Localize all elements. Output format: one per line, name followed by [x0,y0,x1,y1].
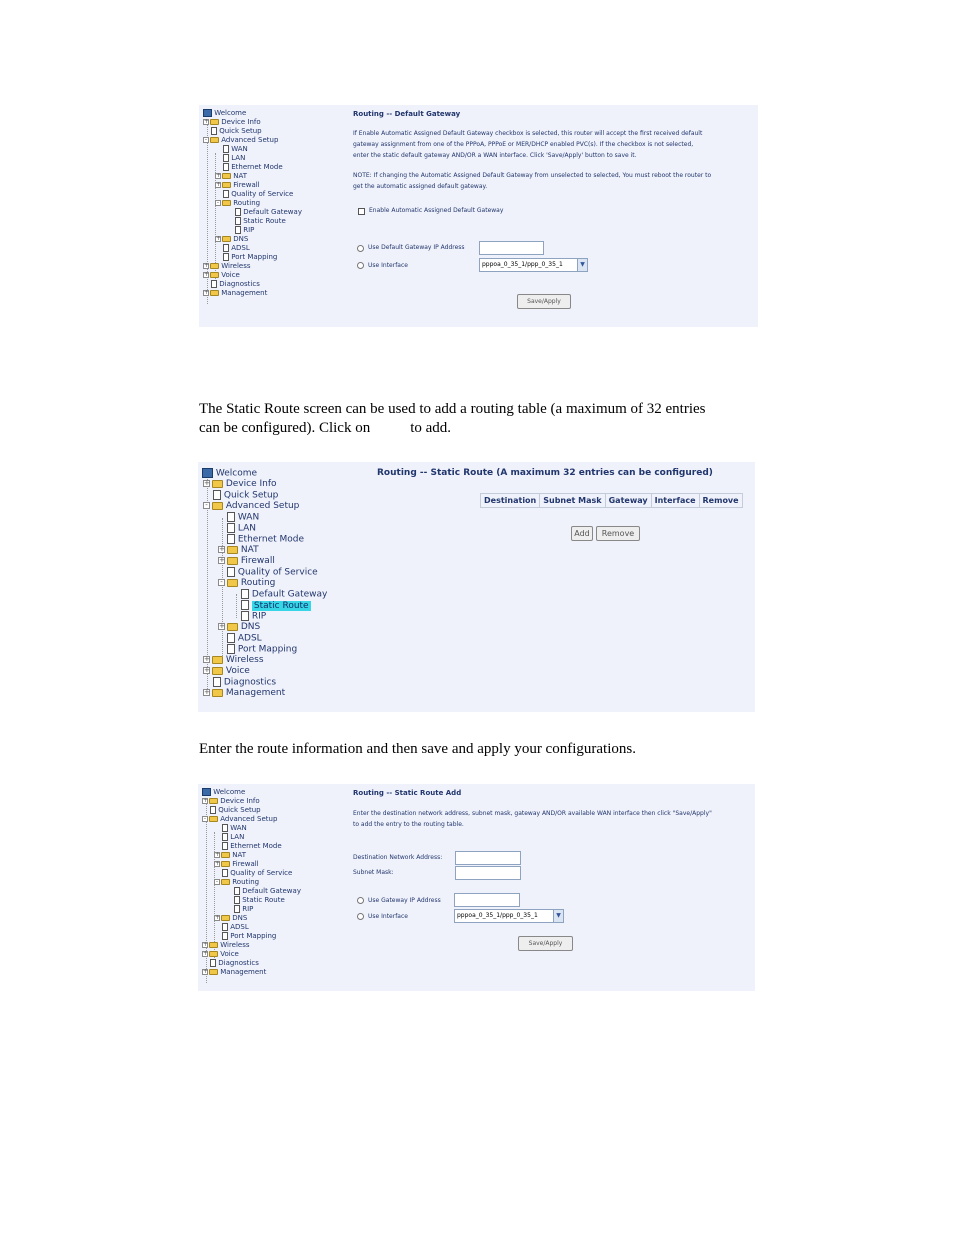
tree-static-route[interactable]: Static Route [235,217,286,226]
page-icon [235,208,241,216]
note-line: get the automatic assigned default gateway. [353,183,488,190]
interface-select[interactable]: pppoa_0_35_1/ppp_0_35_1 ▼ [454,909,564,923]
add-button[interactable]: Add [571,526,593,541]
page-icon [222,842,228,850]
tree-device-info[interactable]: + Device Info [204,118,261,126]
expand-plus-icon: + [219,556,225,564]
screenshot-static-route [198,462,755,712]
expand-plus-icon: + [204,289,210,296]
tree-nat[interactable]: + NAT [215,851,246,859]
tree-management[interactable]: + Management [203,968,267,976]
folder-icon [227,623,238,631]
tree-device-info[interactable]: + Device Info [203,797,260,805]
folder-icon [210,272,219,278]
gateway-ip-input[interactable] [479,241,544,255]
gateway-ip-label: Use Default Gateway IP Address [368,244,465,251]
tree-adsl[interactable]: ADSL [223,244,250,253]
expand-plus-icon: + [219,545,225,553]
page-icon [210,806,216,814]
folder-icon [212,480,223,488]
gateway-ip-radio[interactable] [357,245,364,252]
tree-welcome[interactable]: Welcome [203,109,246,118]
folder-open-icon [221,879,230,885]
tree-static-route[interactable]: Static Route [234,896,285,905]
subnet-mask-input[interactable] [455,866,521,880]
page-icon [213,677,221,687]
page-icon [234,905,240,913]
tree-advanced-setup[interactable]: - Advanced Setup [203,501,299,512]
folder-icon [222,173,231,179]
screenshot-default-gateway [199,105,758,327]
expand-plus-icon: + [203,941,209,948]
tree-diagnostics[interactable]: Diagnostics [211,280,260,289]
tree-voice[interactable]: + Voice [204,666,250,676]
tree-quick-setup[interactable]: Quick Setup [210,806,261,815]
static-route-table [480,493,743,508]
page-icon [211,127,217,135]
tree-rip[interactable]: RIP [241,611,266,623]
folder-open-icon [227,579,238,587]
tree-port-mapping[interactable]: Port Mapping [227,644,297,656]
folder-icon [209,969,218,975]
description-line: to add the entry to the routing table. [353,821,464,828]
folder-icon [227,557,238,565]
tree-welcome[interactable]: Welcome [202,788,245,797]
save-apply-button[interactable]: Save/Apply [517,294,571,309]
tree-welcome[interactable]: Welcome [202,468,257,480]
tree-advanced-setup[interactable]: - Advanced Setup [204,136,279,144]
folder-open-icon [210,137,219,143]
folder-icon [221,861,230,867]
page-icon [223,190,229,198]
tree-voice[interactable]: + Voice [204,271,240,279]
folder-icon [221,852,230,858]
tree-default-gateway[interactable]: Default Gateway [241,589,327,601]
tree-wan[interactable]: WAN [227,512,259,524]
tree-management[interactable]: + Management [204,289,268,297]
tree-lan[interactable]: LAN [222,833,244,842]
folder-icon [210,119,219,125]
expand-plus-icon: + [203,797,209,804]
note-line: NOTE: If changing the Automatic Assigned Default Gateway from unselected to selected, You must reboot the router to [353,172,712,179]
gateway-ip-input[interactable] [454,893,520,907]
save-apply-button[interactable]: Save/Apply [518,936,573,951]
expand-plus-icon: + [215,851,221,858]
tree-rip[interactable]: RIP [235,226,254,235]
collapse-minus-icon: - [216,199,220,206]
tree-wan[interactable]: WAN [223,145,248,154]
tree-adsl[interactable]: ADSL [227,633,262,645]
tree-firewall[interactable]: + Firewall [215,860,259,868]
folder-open-icon [209,816,218,822]
expand-plus-icon: + [215,914,221,921]
folder-icon [212,656,223,664]
paragraph-fragment: to add. [410,420,452,436]
tree-ethernet-mode[interactable]: Ethernet Mode [223,163,283,172]
tree-management[interactable]: + Management [204,688,286,698]
tree-default-gateway[interactable]: Default Gateway [234,887,301,896]
page-title: Routing -- Static Route (A maximum 32 entries can be configured) [377,468,713,478]
tree-static-route[interactable] [241,600,311,612]
collapse-minus-icon: - [215,878,219,885]
folder-icon [210,290,219,296]
expand-plus-icon: + [204,118,210,125]
computer-icon [202,468,213,478]
page-icon [211,280,217,288]
gateway-ip-label: Use Gateway IP Address [368,897,441,904]
page-icon [241,600,249,610]
column-header-destination: Destination [481,494,540,508]
tree-firewall[interactable]: + Firewall [219,556,275,566]
tree-routing[interactable]: - Routing [215,878,260,886]
tree-lan[interactable]: LAN [227,523,256,535]
auto-gateway-label: Enable Automatic Assigned Default Gateway [369,207,504,214]
expand-plus-icon: + [216,172,222,179]
tree-port-mapping[interactable]: Port Mapping [222,932,276,941]
folder-icon [209,951,218,957]
page-icon [222,833,228,841]
page-icon [223,244,229,252]
column-header-subnet-mask: Subnet Mask [540,494,605,508]
page-title: Routing -- Static Route Add [353,789,462,797]
tree-routing[interactable]: - Routing [216,199,261,207]
folder-icon [210,263,219,269]
expand-plus-icon: + [204,688,210,696]
tree-ethernet-mode[interactable]: Ethernet Mode [222,842,282,851]
page-icon [235,217,241,225]
screenshot-static-route-add [198,784,755,991]
tree-wireless[interactable]: + Wireless [204,655,264,665]
tree-dns[interactable]: + DNS [219,622,261,632]
description-line: gateway assignment from one of the PPPoA, PPPoE or MER/DHCP enabled PVC(s). If the checkbox is not selected, [353,141,694,148]
selected-item-highlight: Static Route [253,600,309,611]
tree-qos[interactable]: Quality of Service [222,869,292,878]
tree-diagnostics[interactable]: Diagnostics [213,677,276,689]
paragraph-line: The Static Route screen can be used to add a routing table (a maximum of 32 entries [199,401,706,417]
page-title: Routing -- Default Gateway [353,110,461,118]
expand-plus-icon: + [204,479,210,487]
collapse-minus-icon: - [203,502,210,509]
page-icon [227,523,235,533]
column-header-interface: Interface [651,494,699,508]
description-line: enter the static default gateway AND/OR a WAN interface. Click 'Save/Apply' button to save it. [353,152,637,159]
expand-plus-icon: + [219,622,225,630]
tree-adsl[interactable]: ADSL [222,923,249,932]
page-icon [234,887,240,895]
auto-gateway-checkbox[interactable] [358,208,365,215]
page-icon [227,512,235,522]
page-icon [227,644,235,654]
folder-icon [209,798,218,804]
page-icon [241,611,249,621]
paragraph-line [199,419,759,438]
body-paragraph-route-info: Enter the route information and then save and apply your configurations. [199,741,636,757]
page-icon [223,154,229,162]
column-header-gateway: Gateway [605,494,651,508]
page-icon [223,253,229,261]
expand-plus-icon: + [204,271,210,278]
page-icon [241,589,249,599]
tree-dns[interactable]: + DNS [216,235,249,243]
tree-wan[interactable]: WAN [222,824,247,833]
interface-radio[interactable] [357,913,364,920]
tree-quick-setup[interactable]: Quick Setup [213,490,278,502]
folder-icon [222,182,231,188]
expand-plus-icon: + [203,950,209,957]
folder-icon [209,942,218,948]
description-line: If Enable Automatic Assigned Default Gateway checkbox is selected, this router will accept the first received default [353,130,703,137]
interface-radio[interactable] [357,262,364,269]
subnet-mask-label: Subnet Mask: [353,869,394,876]
paragraph-fragment: can be configured). Click on [199,420,371,436]
page-icon [222,869,228,877]
tree-firewall[interactable]: + Firewall [216,181,260,189]
tree-dns[interactable]: + DNS [215,914,248,922]
tree-voice[interactable]: + Voice [203,950,239,958]
tree-port-mapping[interactable]: Port Mapping [223,253,277,262]
tree-qos[interactable]: Quality of Service [227,567,318,579]
folder-icon [212,667,223,675]
tree-device-info[interactable]: + Device Info [204,479,277,489]
tree-qos[interactable]: Quality of Service [223,190,293,199]
page-icon [210,959,216,967]
tree-diagnostics[interactable]: Diagnostics [210,959,259,968]
page-icon [227,633,235,643]
interface-select[interactable]: pppoa_0_35_1/ppp_0_35_1 ▼ [479,258,588,272]
collapse-minus-icon: - [203,815,207,822]
page-icon [213,490,221,500]
column-header-remove: Remove [699,494,742,508]
tree-rip[interactable]: RIP [234,905,253,914]
expand-plus-icon: + [216,235,222,242]
computer-icon [203,109,212,117]
tree-quick-setup[interactable]: Quick Setup [211,127,262,136]
interface-label: Use Interface [368,913,408,920]
expand-plus-icon: + [216,181,222,188]
expand-plus-icon: + [204,262,210,269]
page-icon [222,932,228,940]
dest-network-label: Destination Network Address: [353,854,443,861]
page-icon [222,923,228,931]
expand-plus-icon: + [204,655,210,663]
page-icon [223,163,229,171]
folder-open-icon [212,502,223,510]
computer-icon [202,788,211,796]
page-icon [227,567,235,577]
collapse-minus-icon: - [204,136,208,143]
tree-routing[interactable]: - Routing [218,578,275,589]
chevron-down-icon: ▼ [553,910,563,922]
gateway-ip-radio[interactable] [357,897,364,904]
page-icon [222,824,228,832]
description-line: Enter the destination network address, subnet mask, gateway AND/OR available WAN interface then click "Save/Apply" [353,810,712,817]
page-icon [235,226,241,234]
tree-nat[interactable]: + NAT [219,545,259,555]
tree-nat[interactable]: + NAT [216,172,247,180]
interface-label: Use Interface [368,262,408,269]
chevron-down-icon: ▼ [577,259,587,271]
tree-default-gateway[interactable]: Default Gateway [235,208,302,217]
folder-icon [222,236,231,242]
page-icon [234,896,240,904]
expand-plus-icon: + [215,860,221,867]
folder-open-icon [222,200,231,206]
table-header-row [481,494,743,508]
folder-icon [212,689,223,697]
expand-plus-icon: + [204,666,210,674]
tree-wireless[interactable]: + Wireless [204,262,251,270]
page-icon [223,145,229,153]
tree-lan[interactable]: LAN [223,154,245,163]
remove-button[interactable]: Remove [596,526,640,541]
folder-icon [221,915,230,921]
dest-network-input[interactable] [455,851,521,865]
expand-plus-icon: + [203,968,209,975]
page-icon [227,534,235,544]
tree-advanced-setup[interactable]: - Advanced Setup [203,815,278,823]
collapse-minus-icon: - [218,579,225,586]
tree-ethernet-mode[interactable]: Ethernet Mode [227,534,304,546]
tree-wireless[interactable]: + Wireless [203,941,250,949]
folder-icon [227,546,238,554]
body-paragraph-static-route [199,400,759,438]
